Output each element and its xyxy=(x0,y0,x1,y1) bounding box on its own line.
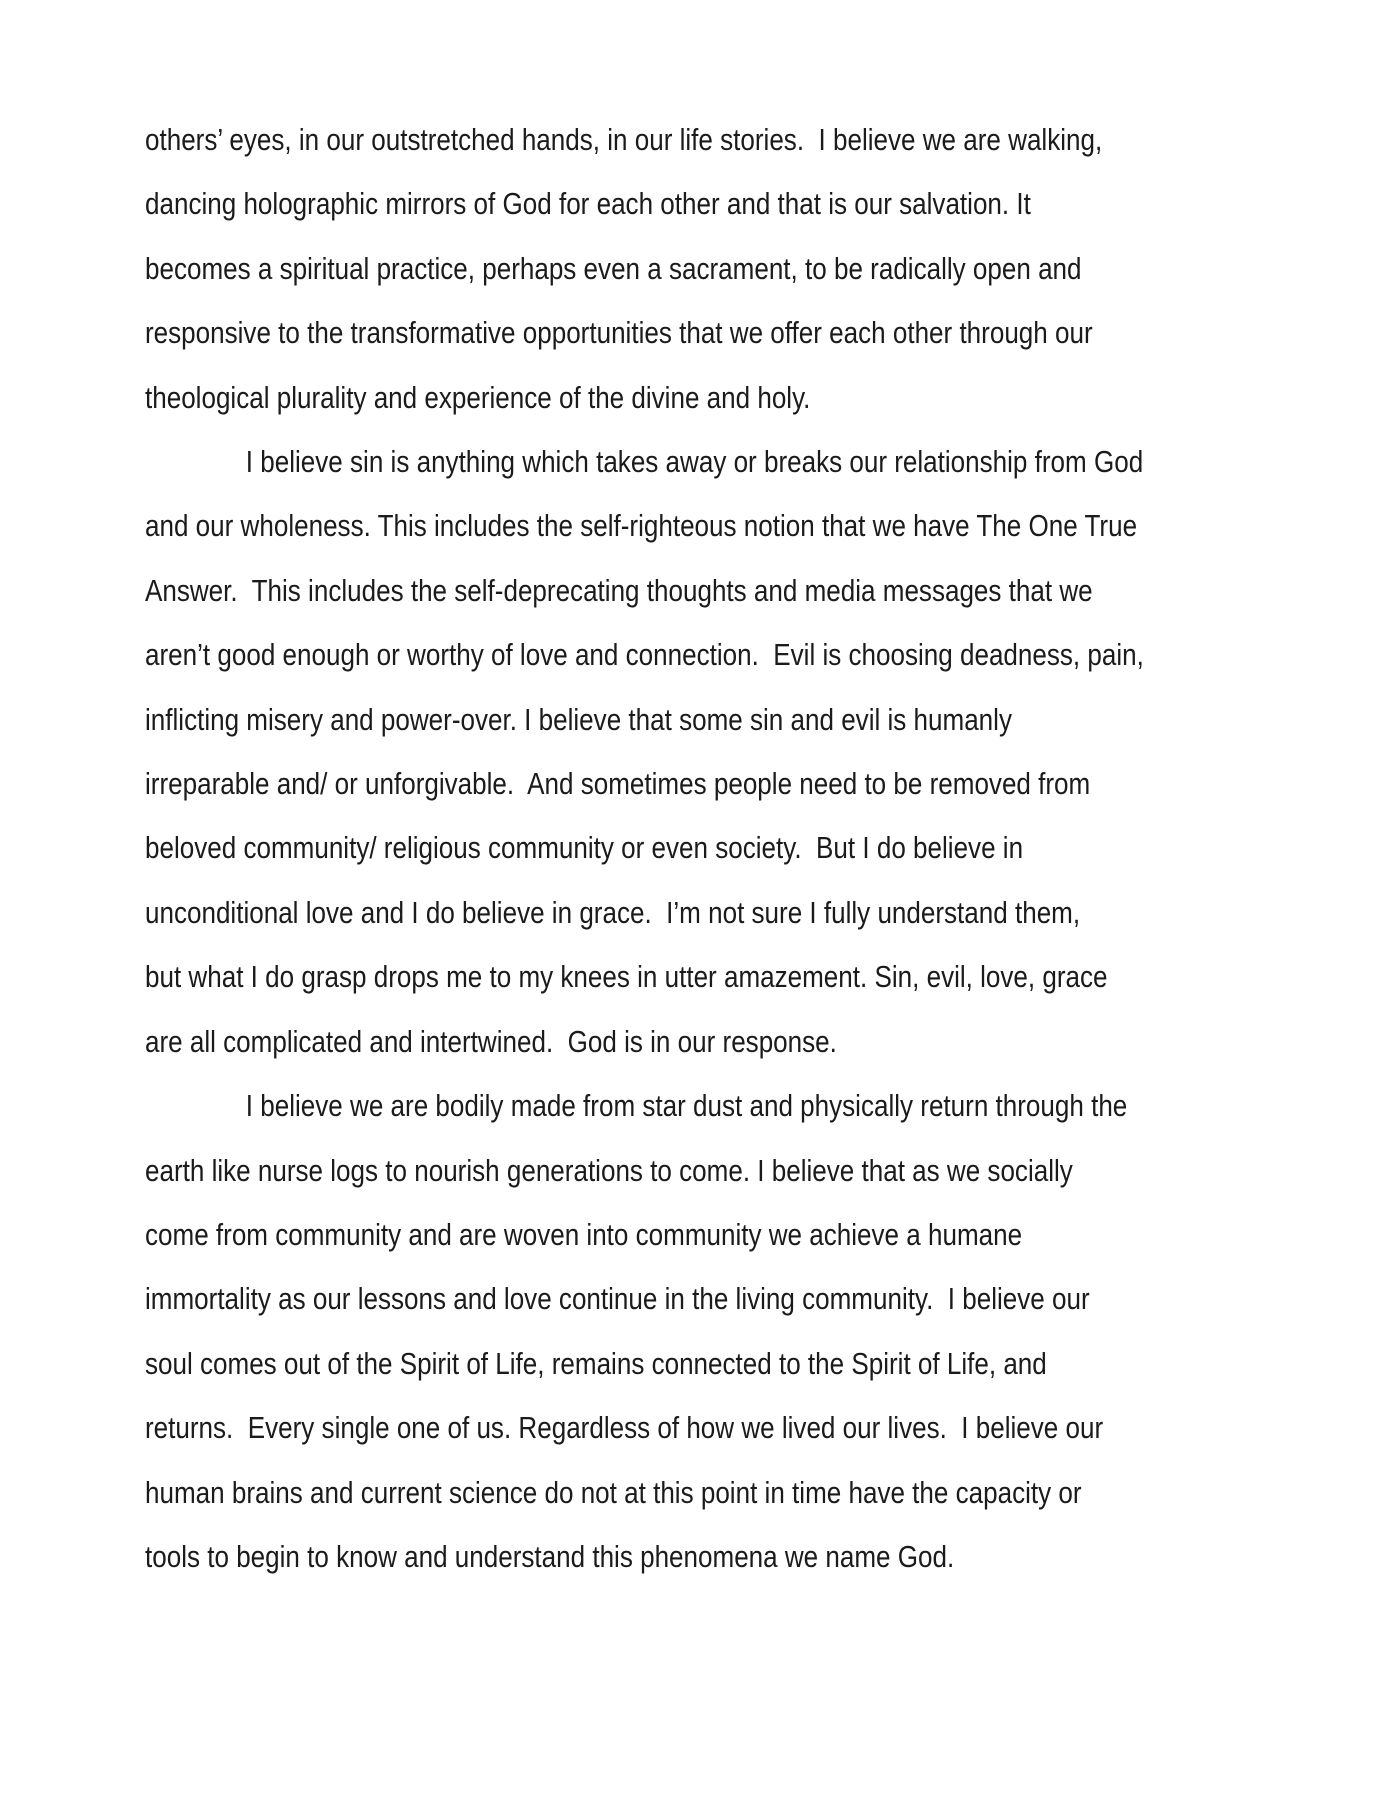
text-line: are all complicated and intertwined. God is in our response. xyxy=(145,1023,837,1059)
text-line: I believe we are bodily made from star dust and physically return through the xyxy=(245,1088,1128,1124)
text-line: soul comes out of the Spirit of Life, remains connected to the Spirit of Life, and xyxy=(145,1345,1047,1381)
text-line: unconditional love and I do believe in grace. I’m not sure I fully understand them, xyxy=(145,894,1081,930)
text-line: I believe sin is anything which takes away or breaks our relationship from God xyxy=(245,444,1144,480)
text-line: earth like nurse logs to nourish generations to come. I believe that as we socially xyxy=(145,1152,1073,1188)
text-line: others’ eyes, in our outstretched hands, in our life stories. I believe we are walking, xyxy=(145,122,1103,157)
text-line: returns. Every single one of us. Regardless of how we lived our lives. I believe our xyxy=(145,1410,1104,1446)
text-line: tools to begin to know and understand this phenomena we name God. xyxy=(145,1538,955,1574)
text-line: theological plurality and experience of the divine and holy. xyxy=(145,379,811,415)
text-line: inflicting misery and power-over. I believe that some sin and evil is humanly xyxy=(145,701,1012,737)
text-line: human brains and current science do not at this point in time have the capacity or xyxy=(145,1474,1082,1510)
text-line: aren’t good enough or worthy of love and connection. Evil is choosing deadness, pain, xyxy=(145,637,1144,673)
text-line: dancing holographic mirrors of God for each other and that is our salvation. It xyxy=(145,186,1031,222)
text-line: immortality as our lessons and love continue in the living community. I believe our xyxy=(145,1281,1090,1317)
document-text-block xyxy=(145,108,1385,1589)
text-line: and our wholeness. This includes the self-righteous notion that we have The One True xyxy=(145,508,1138,544)
text-line: responsive to the transformative opportunities that we offer each other through our xyxy=(145,315,1093,351)
text-line: irreparable and/ or unforgivable. And sometimes people need to be removed from xyxy=(145,766,1091,802)
text-line: but what I do grasp drops me to my knees in utter amazement. Sin, evil, love, grace xyxy=(145,959,1108,995)
text-line: beloved community/ religious community or even society. But I do believe in xyxy=(145,830,1024,866)
text-line: Answer. This includes the self-deprecating thoughts and media messages that we xyxy=(145,572,1093,608)
text-line: come from community and are woven into community we achieve a humane xyxy=(145,1216,1023,1252)
text-line: becomes a spiritual practice, perhaps even a sacrament, to be radically open and xyxy=(145,250,1082,286)
